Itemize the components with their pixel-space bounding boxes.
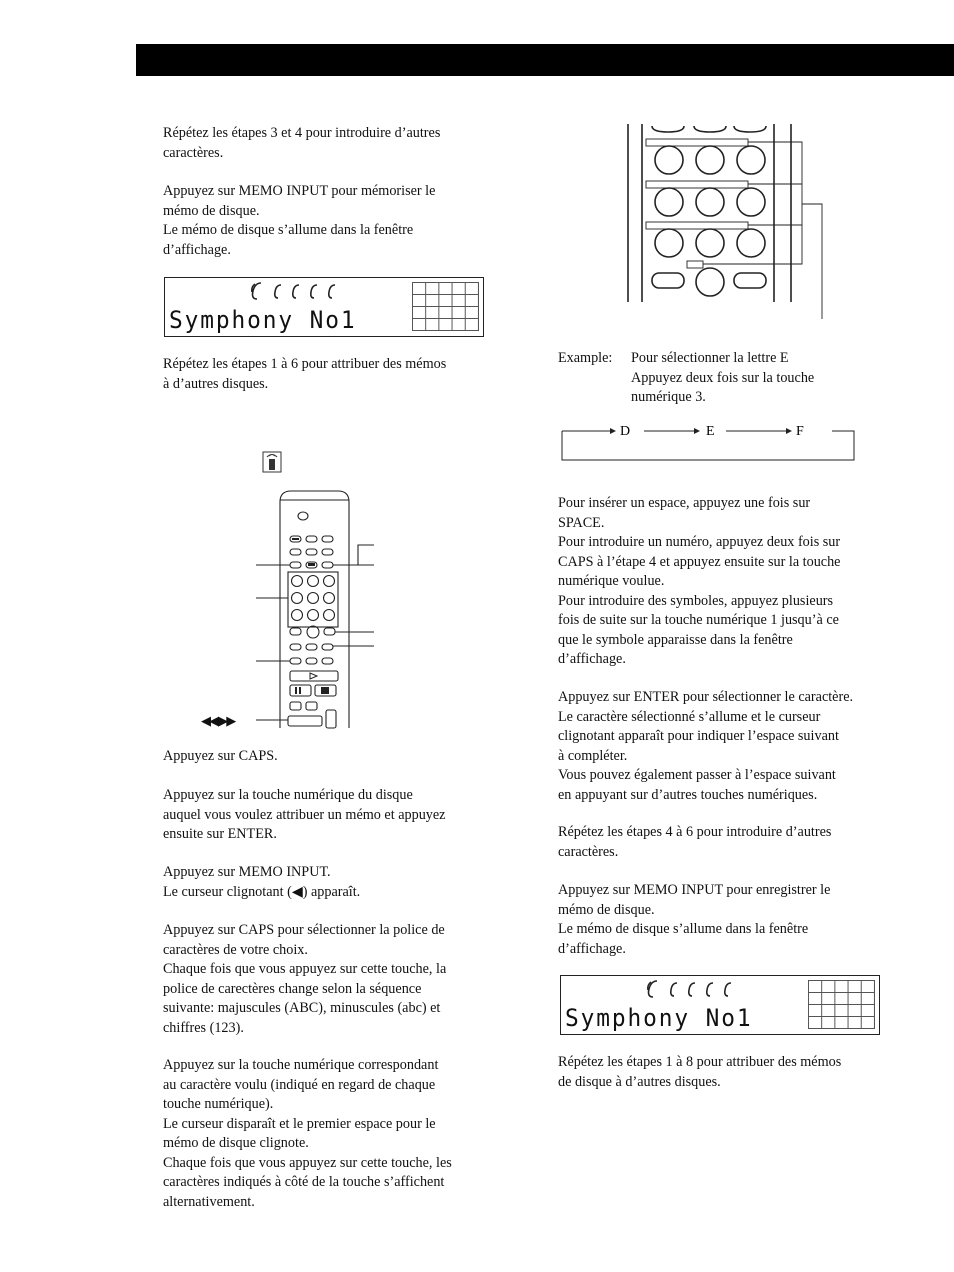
left-p3: Répétez les étapes 1 à 6 pour attribuer des mémos à d’autres disques. (163, 356, 447, 392)
seq-f: F (796, 424, 804, 439)
disc-indicator-icon (247, 280, 357, 302)
left-p1: Répétez les étapes 3 et 4 pour introduire d’autres caractères. (163, 125, 441, 161)
character-sequence-diagram (560, 420, 860, 464)
display-text: Symphony No1 (169, 306, 357, 334)
right-r4: Appuyez sur MEMO INPUT pour enregistrer le mémo de disque. Le mémo de disque s’allume dans la fenêtre d’affichage. (558, 882, 831, 957)
step-1: Appuyez sur CAPS. (163, 748, 278, 764)
right-r5: Répétez les étapes 1 à 8 pour attribuer des mémos de disque à d’autres disques. (558, 1054, 842, 1090)
right-r3: Répétez les étapes 4 à 6 pour introduire d’autres caractères. (558, 824, 832, 860)
right-r1: Pour insérer un espace, appuyez une fois sur SPACE. Pour introduire un numéro, appuyez deux fois sur CAPS à l’étape 4 et appuyez ensuite sur la touche numérique voulue. Pour introduire des symboles, appuyez plusieurs fois de suite sur la touche numérique 1 jusqu’à ce que le symbole apparaisse dans la fenêtre d’affichage. (558, 495, 841, 667)
display-window-2 (560, 975, 880, 1035)
header-bar (136, 44, 954, 76)
remote-icon (262, 451, 282, 473)
step-5: Appuyez sur la touche numérique correspondant au caractère voulu (indiqué en regard de chaque touche numérique). Le curseur disparaît et le premier espace pour le mémo de disque clignote. Chaque fois que vous appuyez sur cette touche, les caractères indiqués à côté de la touche s’affichent alternativement. (163, 1057, 452, 1210)
step-4: Appuyez sur CAPS pour sélectionner la police de caractères de votre choix. Chaque fois que vous appuyez sur cette touche, la police de carectères change selon la séquence suivante: majuscules (ABC), minuscules (abc) et chiffres (123). (163, 922, 447, 1036)
display-window (164, 277, 484, 337)
example-label: Example: (558, 350, 613, 366)
disc-indicator-icon (643, 978, 753, 1000)
left-p2: Appuyez sur MEMO INPUT pour mémoriser le mémo de disque. Le mémo de disque s’allume dans la fenêtre d’affichage. (163, 183, 436, 258)
display-grid (808, 980, 875, 1029)
seq-d: D (620, 424, 631, 439)
seq-e: E (706, 424, 715, 439)
step-3: Appuyez sur MEMO INPUT. Le curseur clignotant (◀) apparaît. (163, 864, 361, 900)
example-text: Pour sélectionner la lettre E Appuyez deux fois sur la touche numérique 3. (631, 350, 815, 405)
step-2: Appuyez sur la touche numérique du disque auquel vous voulez attribuer un mémo et appuyez ensuite sur ENTER. (163, 787, 446, 842)
display-grid (412, 282, 479, 331)
display-text: Symphony No1 (565, 1004, 753, 1032)
search-arrows-label: ◀◀ ▶▶ (201, 713, 235, 728)
remote-control-illustration (196, 488, 386, 733)
right-r2: Appuyez sur ENTER pour sélectionner le caractère. Le caractère sélectionné s’allume et le curseur clignotant apparaît pour indiquer l’espace suivant à compléter. Vous pouvez également passer à l’espace suivant en appuyant sur d’autres touches numériques. (558, 689, 854, 803)
numeric-keypad-illustration (622, 124, 832, 324)
